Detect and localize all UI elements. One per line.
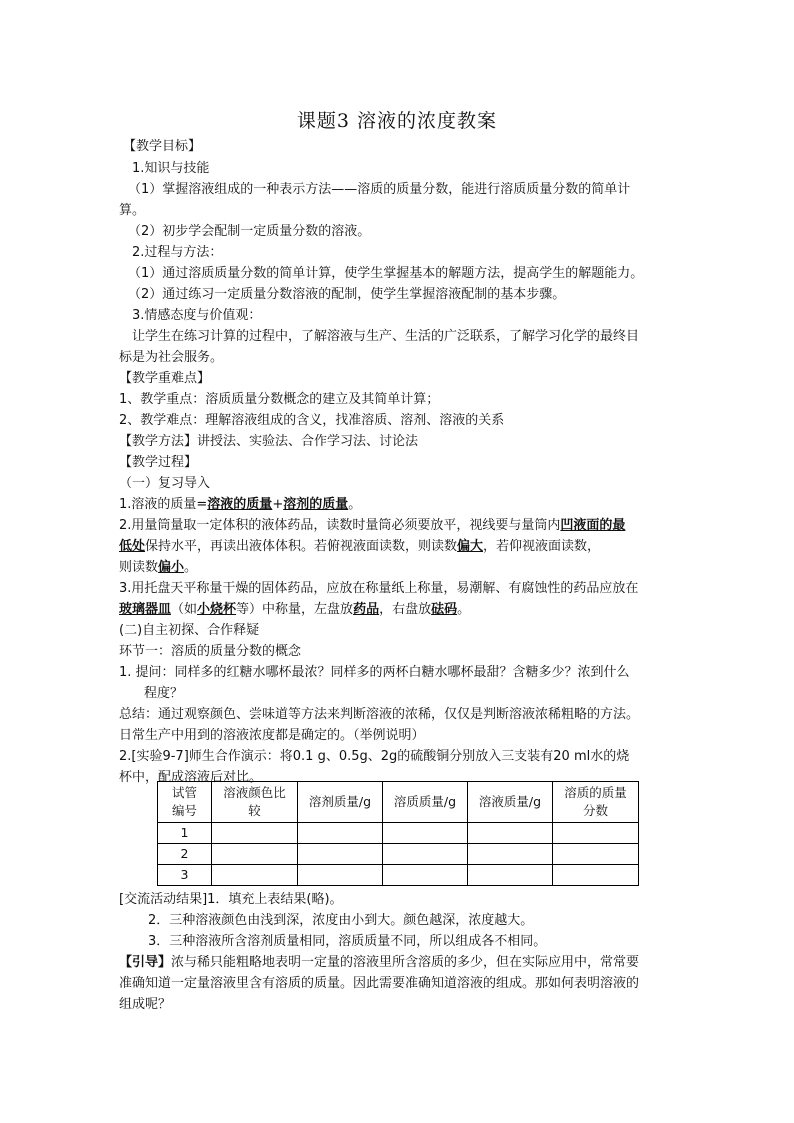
q2-text-2: 保持水平，再读出液体体积。若俯视液面读数，则读数 — [145, 539, 458, 554]
teaching-focus: 1、教学重点：溶质质量分数概念的建立及其简单计算； — [119, 392, 440, 407]
review-question-2-line3 — [119, 558, 197, 578]
guide-line-3: 组成呢？ — [119, 997, 172, 1012]
methods-text: 讲授法、实验法、合作学习法、讨论法 — [197, 434, 419, 449]
table-header-cell: 试管 编号 — [158, 782, 212, 823]
guide-heading: 【引导】 — [119, 955, 172, 970]
table-cell — [298, 823, 383, 844]
table-cell: 2 — [158, 844, 212, 865]
review-question-3: 3.用托盘天平称量干燥的固体药品，应放在称量纸上称量，易潮解、有腐蚀性的药品应放在 — [119, 581, 639, 596]
table-cell — [383, 823, 468, 844]
q3-end: 。 — [457, 602, 471, 617]
table-cell — [298, 865, 383, 886]
q2-answer-1: 凹液面的最 — [560, 518, 626, 533]
q1-end: 。 — [348, 497, 362, 512]
knowledge-title: 1.知识与技能 — [132, 161, 210, 176]
q1-text: 1.溶液的质量= — [119, 497, 208, 512]
q2-answer-2: 偏大 — [457, 539, 484, 554]
table-cell: 1 — [158, 823, 212, 844]
attitude-text-cont: 标是为社会服务。 — [119, 350, 224, 365]
q2-text-4: 则读数 — [119, 560, 159, 575]
table-row — [158, 844, 639, 865]
attitude-text: 让学生在练习计算的过程中，了解溶液与生产、生活的广泛联系，了解学习化学的最终目 — [132, 329, 640, 344]
explore-title: (二)自主初探、合作释疑 — [119, 623, 260, 638]
table-cell — [553, 823, 639, 844]
table-row — [158, 865, 639, 886]
q3-answer-4: 砝码 — [431, 602, 458, 617]
page-title: 课题3 溶液的浓度教案 — [296, 110, 498, 132]
review-title: （一）复习导入 — [119, 476, 211, 491]
question-ask: 1. 提问：同样多的红糖水哪杯最浓？同样多的两杯白糖水哪杯最甜？含糖多少？浓到什么 — [119, 665, 630, 680]
table-cell — [468, 823, 553, 844]
knowledge-item-2: （2）初步学会配制一定质量分数的溶液。 — [128, 224, 371, 239]
process-method-2: （2）通过练习一定质量分数溶液的配制，使学生掌握溶液配制的基本步骤。 — [128, 287, 566, 302]
summary-text-cont: 日常生产中用到的溶液浓度都是确定的。（举例说明） — [119, 728, 425, 743]
process-method-title: 2.过程与方法： — [132, 245, 223, 260]
q3-answer-1: 玻璃器皿 — [119, 602, 172, 617]
table-cell — [383, 865, 468, 886]
attitude-title: 3.情感态度与价值观： — [132, 308, 262, 323]
table-cell — [468, 844, 553, 865]
table-header-cell: 溶质的质量 分数 — [553, 782, 639, 823]
table-header-cell: 溶液颜色比 较 — [212, 782, 298, 823]
table-cell — [212, 844, 298, 865]
review-question-3-line2 — [119, 600, 470, 620]
table-cell — [553, 865, 639, 886]
q2-end: 。 — [184, 560, 198, 575]
review-question-2 — [119, 516, 625, 536]
q3-text-2: 等）中称量，左盘放 — [236, 602, 354, 617]
q2-answer-3: 偏小 — [158, 560, 185, 575]
table-cell — [212, 823, 298, 844]
guide-text-1: 浓与稀只能粗略地表明一定量的溶液里所含溶质的多少，但在实际应用中，常常要 — [171, 955, 640, 970]
summary-text: 总结：通过观察颜色、尝味道等方法来判断溶液的浓稀，仅仅是判断溶液浓稀粗略的方法。 — [119, 707, 640, 722]
result-1: [交流活动结果]1．填充上表结果(略)。 — [119, 892, 343, 907]
table-cell — [468, 865, 553, 886]
knowledge-item-1: （1）掌握溶液组成的一种表示方法——溶质的质量分数，能进行溶质质量分数的简单计 — [128, 182, 631, 197]
methods-line — [119, 432, 418, 452]
q3-answer-2: 小烧杯 — [197, 602, 237, 617]
table-cell: 3 — [158, 865, 212, 886]
table-header-cell: 溶剂质量/g — [298, 782, 383, 823]
question-ask-cont: 程度？ — [144, 686, 184, 701]
table-header-cell: 溶质质量/g — [383, 782, 468, 823]
guide-line-2: 准确知道一定量溶液里含有溶质的质量。因此需要准确知道溶液的组成。那如何表明溶液的 — [119, 976, 640, 991]
q1-answer-2: 溶剂的质量 — [283, 497, 349, 512]
q2-answer-1-cont: 低处 — [119, 539, 146, 554]
q1-plus: + — [272, 497, 284, 512]
table-cell — [383, 844, 468, 865]
knowledge-item-1-cont: 算。 — [119, 203, 146, 218]
review-question-1 — [119, 495, 361, 515]
goals-heading: 【教学目标】 — [123, 139, 202, 154]
process-heading: 【教学过程】 — [119, 455, 198, 470]
table-row — [158, 823, 639, 844]
table-cell — [298, 844, 383, 865]
guide-line-1 — [119, 953, 639, 973]
table-header-row — [158, 782, 639, 823]
experiment-text-cont: 杯中，配成溶液后对比。 — [119, 770, 263, 785]
result-3: 3．三种溶液所含溶剂质量相同，溶质质量不同，所以组成各不相同。 — [148, 934, 547, 949]
teaching-difficulty: 2、教学难点：理解溶液组成的含义，找准溶质、溶剂、溶液的关系 — [119, 413, 505, 428]
table-cell — [553, 844, 639, 865]
experiment-text: 2.[实验9-7]师生合作演示：将0.1 g、0.5g、2g的硫酸铜分别放入三支装有20 ml水的烧 — [119, 749, 630, 764]
review-question-2-line2 — [119, 537, 600, 557]
result-2: 2．三种溶液颜色由浅到深，浓度由小到大。颜色越深，浓度越大。 — [148, 913, 534, 928]
q3-answer-3: 药品 — [353, 602, 380, 617]
key-points-heading: 【教学重难点】 — [119, 371, 211, 386]
table-header-cell: 溶液质量/g — [468, 782, 553, 823]
link1-title: 环节一：溶质的质量分数的概念 — [119, 644, 302, 659]
q2-text-1: 2.用量筒量取一定体积的液体药品，读数时量筒必须要放平，视线要与量筒内 — [119, 518, 561, 533]
table-cell — [212, 865, 298, 886]
q2-text-3: ，若仰视液面读数， — [483, 539, 601, 554]
q3-text-1: （如 — [171, 602, 198, 617]
q3-text-3: ，右盘放 — [379, 602, 432, 617]
methods-heading: 【教学方法】 — [119, 434, 198, 449]
experiment-table — [157, 781, 639, 886]
process-method-1: （1）通过溶质质量分数的简单计算，使学生掌握基本的解题方法，提高学生的解题能力。 — [128, 266, 644, 281]
q1-answer-1: 溶液的质量 — [207, 497, 273, 512]
